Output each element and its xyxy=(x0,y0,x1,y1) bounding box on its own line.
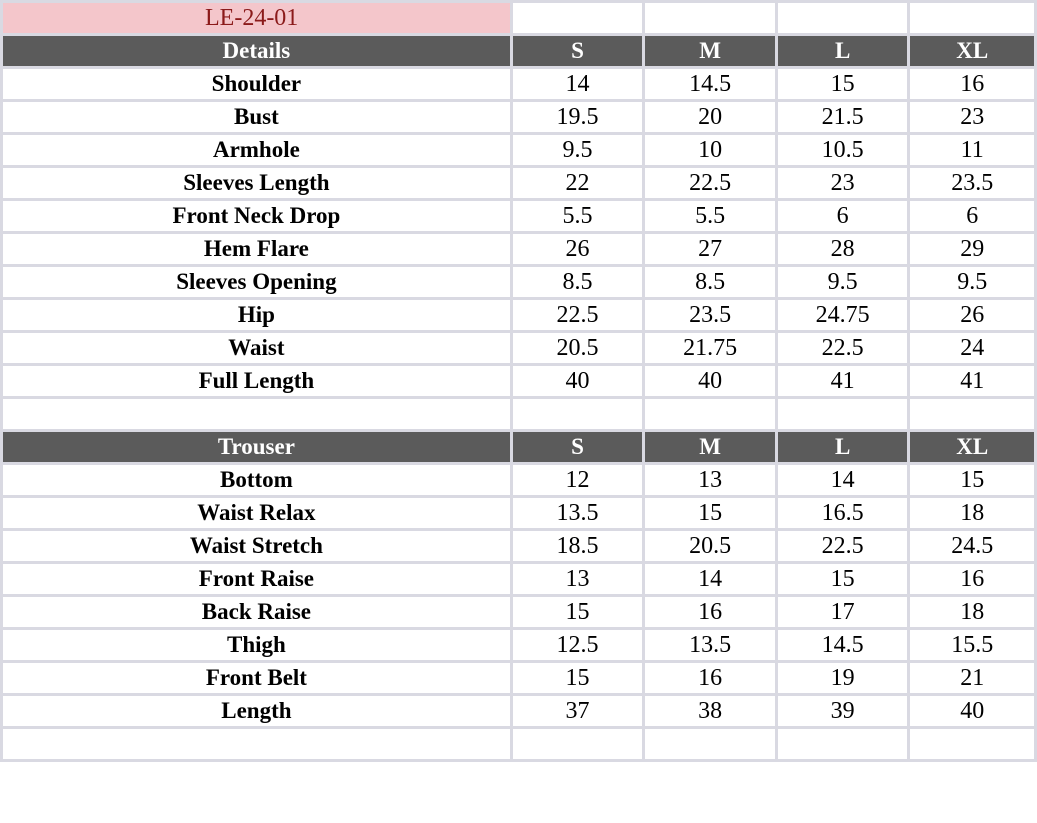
measurement-value[interactable]: 24.75 xyxy=(776,299,909,332)
measurement-value[interactable]: 38 xyxy=(644,695,777,728)
measurement-row xyxy=(2,68,1036,101)
measurement-row xyxy=(2,233,1036,266)
measurement-value[interactable]: 15 xyxy=(644,497,777,530)
measurement-value[interactable]: 22.5 xyxy=(776,530,909,563)
measurement-value[interactable]: 19 xyxy=(776,662,909,695)
measurement-value[interactable]: 16 xyxy=(909,563,1036,596)
measurement-value[interactable]: 14 xyxy=(511,68,644,101)
title-row xyxy=(2,2,1036,35)
measurement-value[interactable]: 39 xyxy=(776,695,909,728)
measurement-value[interactable]: 26 xyxy=(909,299,1036,332)
measurement-value[interactable]: 18 xyxy=(909,497,1036,530)
measurement-value[interactable]: 41 xyxy=(909,365,1036,398)
measurement-value[interactable]: 41 xyxy=(776,365,909,398)
measurement-value[interactable]: 19.5 xyxy=(511,101,644,134)
empty-cell[interactable] xyxy=(909,728,1036,761)
empty-cell[interactable] xyxy=(2,398,512,431)
details-header-row xyxy=(2,35,1036,68)
measurement-value[interactable]: 15.5 xyxy=(909,629,1036,662)
measurement-value[interactable]: 21 xyxy=(909,662,1036,695)
measurement-row xyxy=(2,695,1036,728)
empty-cell[interactable] xyxy=(776,398,909,431)
measurement-label[interactable]: Front Raise xyxy=(2,563,512,596)
measurement-label[interactable]: Sleeves Opening xyxy=(2,266,512,299)
measurement-value[interactable]: 17 xyxy=(776,596,909,629)
measurement-value[interactable]: 16 xyxy=(909,68,1036,101)
measurement-row xyxy=(2,365,1036,398)
measurement-value[interactable]: 8.5 xyxy=(511,266,644,299)
trouser-header-label[interactable]: Trouser xyxy=(2,431,512,464)
size-header[interactable]: S xyxy=(511,35,644,68)
size-header[interactable]: XL xyxy=(909,431,1036,464)
measurement-value[interactable]: 15 xyxy=(511,662,644,695)
empty-cell[interactable] xyxy=(511,2,644,35)
measurement-value[interactable]: 14.5 xyxy=(776,629,909,662)
measurement-row xyxy=(2,299,1036,332)
spacer-row xyxy=(2,398,1036,431)
measurement-value[interactable]: 40 xyxy=(511,365,644,398)
measurement-value[interactable]: 21.75 xyxy=(644,332,777,365)
measurement-value[interactable]: 22.5 xyxy=(511,299,644,332)
size-header[interactable]: L xyxy=(776,431,909,464)
measurement-value[interactable]: 8.5 xyxy=(644,266,777,299)
measurement-value[interactable]: 13 xyxy=(511,563,644,596)
measurement-label[interactable]: Armhole xyxy=(2,134,512,167)
measurement-value[interactable]: 18.5 xyxy=(511,530,644,563)
empty-cell[interactable] xyxy=(644,2,777,35)
measurement-value[interactable]: 26 xyxy=(511,233,644,266)
measurement-label[interactable]: Bottom xyxy=(2,464,512,497)
measurement-value[interactable]: 23 xyxy=(909,101,1036,134)
measurement-value[interactable]: 5.5 xyxy=(644,200,777,233)
size-header[interactable]: L xyxy=(776,35,909,68)
measurement-row xyxy=(2,134,1036,167)
measurement-value[interactable]: 10.5 xyxy=(776,134,909,167)
measurement-value[interactable]: 9.5 xyxy=(776,266,909,299)
measurement-value[interactable]: 5.5 xyxy=(511,200,644,233)
measurement-row xyxy=(2,200,1036,233)
measurement-value[interactable]: 16 xyxy=(644,596,777,629)
measurement-value[interactable]: 22.5 xyxy=(644,167,777,200)
measurement-value[interactable]: 27 xyxy=(644,233,777,266)
measurement-row xyxy=(2,563,1036,596)
measurement-value[interactable]: 6 xyxy=(909,200,1036,233)
measurement-value[interactable]: 20.5 xyxy=(644,530,777,563)
measurement-value[interactable]: 14 xyxy=(776,464,909,497)
size-header[interactable]: M xyxy=(644,431,777,464)
measurement-value[interactable]: 12.5 xyxy=(511,629,644,662)
measurement-row xyxy=(2,497,1036,530)
measurement-label[interactable]: Front Neck Drop xyxy=(2,200,512,233)
measurement-row xyxy=(2,596,1036,629)
empty-cell[interactable] xyxy=(2,728,512,761)
size-header[interactable]: XL xyxy=(909,35,1036,68)
measurement-label[interactable]: Full Length xyxy=(2,365,512,398)
measurement-value[interactable]: 22.5 xyxy=(776,332,909,365)
empty-cell[interactable] xyxy=(776,2,909,35)
measurement-value[interactable]: 18 xyxy=(909,596,1036,629)
measurement-row xyxy=(2,332,1036,365)
measurement-value[interactable]: 16 xyxy=(644,662,777,695)
measurement-value[interactable]: 15 xyxy=(511,596,644,629)
measurement-label[interactable]: Front Belt xyxy=(2,662,512,695)
measurement-value[interactable]: 23.5 xyxy=(644,299,777,332)
measurement-value[interactable]: 20.5 xyxy=(511,332,644,365)
measurement-value[interactable]: 13 xyxy=(644,464,777,497)
measurement-row xyxy=(2,629,1036,662)
measurement-value[interactable]: 40 xyxy=(644,365,777,398)
measurement-value[interactable]: 37 xyxy=(511,695,644,728)
measurement-value[interactable]: 16.5 xyxy=(776,497,909,530)
empty-cell[interactable] xyxy=(776,728,909,761)
measurement-value[interactable]: 24 xyxy=(909,332,1036,365)
measurement-row xyxy=(2,266,1036,299)
measurement-label[interactable]: Back Raise xyxy=(2,596,512,629)
measurement-value[interactable]: 15 xyxy=(776,68,909,101)
product-code[interactable]: LE-24-01 xyxy=(2,2,512,35)
empty-cell[interactable] xyxy=(511,398,644,431)
measurement-label[interactable]: Hip xyxy=(2,299,512,332)
measurement-value[interactable]: 20 xyxy=(644,101,777,134)
empty-cell[interactable] xyxy=(644,728,777,761)
size-chart-body xyxy=(2,2,1036,761)
measurement-value[interactable]: 9.5 xyxy=(909,266,1036,299)
measurement-value[interactable]: 15 xyxy=(776,563,909,596)
measurement-label[interactable]: Shoulder xyxy=(2,68,512,101)
measurement-label[interactable]: Waist xyxy=(2,332,512,365)
trouser-header-row xyxy=(2,431,1036,464)
measurement-value[interactable]: 13.5 xyxy=(644,629,777,662)
measurement-value[interactable]: 28 xyxy=(776,233,909,266)
measurement-row xyxy=(2,167,1036,200)
measurement-label[interactable]: Thigh xyxy=(2,629,512,662)
measurement-row xyxy=(2,662,1036,695)
spacer-row xyxy=(2,728,1036,761)
measurement-value[interactable]: 12 xyxy=(511,464,644,497)
measurement-value[interactable]: 13.5 xyxy=(511,497,644,530)
measurement-value[interactable]: 11 xyxy=(909,134,1036,167)
measurement-value[interactable]: 29 xyxy=(909,233,1036,266)
empty-cell[interactable] xyxy=(909,2,1036,35)
empty-cell[interactable] xyxy=(511,728,644,761)
measurement-label[interactable]: Waist Relax xyxy=(2,497,512,530)
measurement-value[interactable]: 14.5 xyxy=(644,68,777,101)
size-header[interactable]: M xyxy=(644,35,777,68)
measurement-row xyxy=(2,101,1036,134)
size-header[interactable]: S xyxy=(511,431,644,464)
measurement-value[interactable]: 23.5 xyxy=(909,167,1036,200)
measurement-value[interactable]: 21.5 xyxy=(776,101,909,134)
measurement-row xyxy=(2,530,1036,563)
measurement-label[interactable]: Waist Stretch xyxy=(2,530,512,563)
measurement-label[interactable]: Length xyxy=(2,695,512,728)
measurement-value[interactable]: 23 xyxy=(776,167,909,200)
measurement-value[interactable]: 6 xyxy=(776,200,909,233)
measurement-value[interactable]: 9.5 xyxy=(511,134,644,167)
measurement-value[interactable]: 15 xyxy=(909,464,1036,497)
measurement-value[interactable]: 14 xyxy=(644,563,777,596)
measurement-value[interactable]: 10 xyxy=(644,134,777,167)
measurement-label[interactable]: Sleeves Length xyxy=(2,167,512,200)
measurement-value[interactable]: 24.5 xyxy=(909,530,1036,563)
measurement-value[interactable]: 40 xyxy=(909,695,1036,728)
measurement-label[interactable]: Hem Flare xyxy=(2,233,512,266)
empty-cell[interactable] xyxy=(644,398,777,431)
empty-cell[interactable] xyxy=(909,398,1036,431)
measurement-row xyxy=(2,464,1036,497)
details-header-label[interactable]: Details xyxy=(2,35,512,68)
measurement-label[interactable]: Bust xyxy=(2,101,512,134)
measurement-value[interactable]: 22 xyxy=(511,167,644,200)
